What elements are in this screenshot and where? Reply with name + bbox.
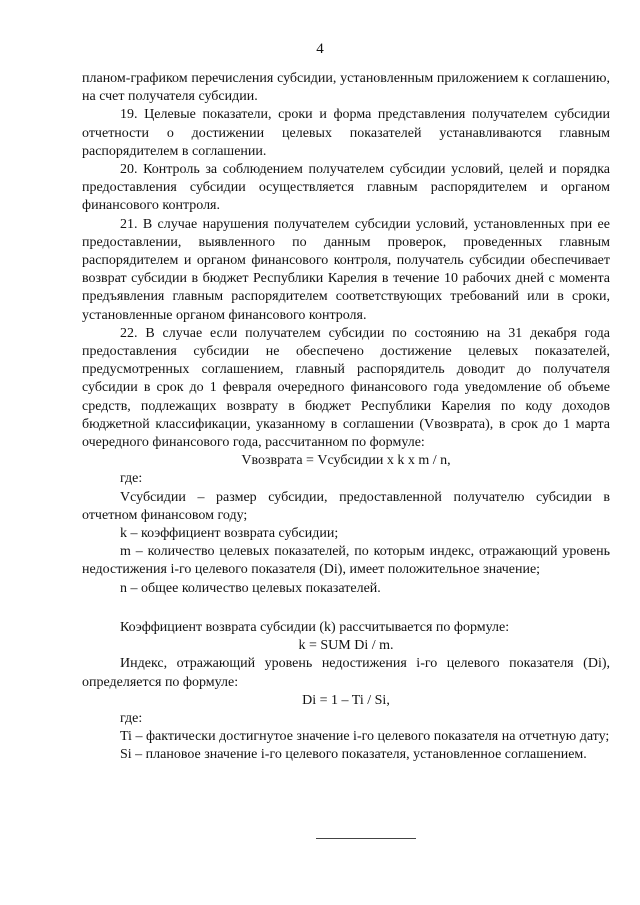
formula-di-intro: Индекс, отражающий уровень недостижения i-го целевого показателя (Di), определяется по формуле: [82, 656, 610, 690]
formula-k: k = SUM Di / m. [298, 638, 394, 654]
definition-m: m – количество целевых показателей, по которым индекс, отражающий уровень недостижения i-го целевого показателя (Di), имеет положительное значение; [82, 544, 610, 578]
paragraph-continuation: планом-графиком перечисления субсидии, установленным приложением к соглашению, на счет получателя субсидии. [82, 71, 610, 105]
paragraph-20: 20. Контроль за соблюдением получателем субсидии условий, целей и порядка предоставления субсидии осуществляется главным распорядителем и органом финансового контроля. [82, 162, 610, 214]
page-number: 4 [316, 41, 324, 57]
end-divider [316, 838, 416, 839]
definition-ti: Ti – фактически достигнутое значение i-го целевого показателя на отчетную дату; [120, 729, 610, 745]
formula-k-intro: Коэффициент возврата субсидии (k) рассчитывается по формуле: [120, 619, 510, 635]
definition-v-subsidy: Vсубсидии – размер субсидии, предоставленной получателю субсидии в отчетном финансовом году; [82, 489, 610, 523]
paragraph-19: 19. Целевые показатели, сроки и форма представления получателем субсидии отчетности о достижении целевых показателей устанавливаются главным распорядителем в соглашении. [82, 107, 610, 159]
definition-n: n – общее количество целевых показателей. [120, 580, 381, 596]
definition-si: Si – плановое значение i-го целевого показателя, установленное соглашением. [120, 747, 587, 763]
definition-k: k – коэффициент возврата субсидии; [120, 526, 339, 542]
where-label-2: где: [120, 710, 143, 726]
paragraph-21: 21. В случае нарушения получателем субсидии условий, установленных при ее предоставлении, выявленного по данным проверок, проведенных главным распорядителем и органом финансового контроля, получатель субсидии обеспечивает возврат субсидии в бюджет Республики Карелия в течение 10 рабочих дней с момента предъявления главным распорядителем соответствующих требований или в сроки, установленные органом финансового контроля. [82, 216, 610, 323]
where-label-1: где: [120, 471, 143, 487]
formula-di: Di = 1 – Ti / Si, [302, 692, 390, 708]
document-body [82, 70, 610, 765]
formula-refund-volume: Vвозврата = Vсубсидии x k x m / n, [241, 453, 451, 469]
paragraph-22: 22. В случае если получателем субсидии по состоянию на 31 декабря года предоставления субсидии не обеспечено достижение целевых показателей, предусмотренных соглашением, главный распорядитель доводит до получателя субсидии в срок до 1 февраля очередного финансового года уведомление об объеме средств, подлежащих возврату в бюджет Республики Карелия по коду доходов бюджетной классификации, указанному в соглашении (Vвозврата), в срок до 1 марта очередного финансового года, рассчитанном по формуле: [82, 325, 610, 451]
